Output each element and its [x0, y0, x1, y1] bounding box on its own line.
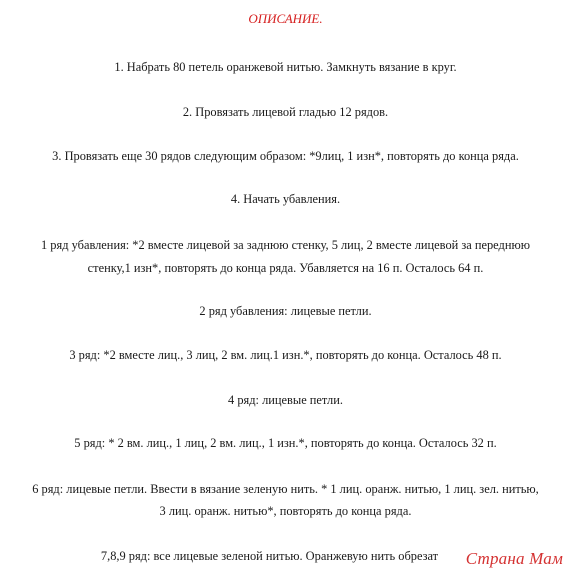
decrease-row-1-line-1: 1 ряд убавления: *2 вместе лицевой за заднюю стенку, 5 лиц, 2 вместе лицевой за переднюю [41, 238, 530, 252]
decrease-row-2: 2 ряд убавления: лицевые петли. [199, 304, 372, 318]
row-6-line-1: 6 ряд: лицевые петли. Ввести в вязание зеленую нить. * 1 лиц. оранж. нитью, 1 лиц. зел. нитью, [32, 482, 539, 496]
row-4: 4 ряд: лицевые петли. [228, 393, 343, 407]
row-5: 5 ряд: * 2 вм. лиц., 1 лиц, 2 вм. лиц., 1 изн.*, повторять до конца. Осталось 32 п. [74, 436, 497, 450]
row-3: 3 ряд: *2 вместе лиц., 3 лиц, 2 вм. лиц.1 изн.*, повторять до конца. Осталось 48 п. [69, 348, 502, 362]
row-6-line-2: 3 лиц. оранж. нитью*, повторять до конца ряда. [159, 504, 412, 518]
step-1: 1. Набрать 80 петель оранжевой нитью. Замкнуть вязание в круг. [114, 60, 457, 74]
row-7-8-9: 7,8,9 ряд: все лицевые зеленой нитью. Оранжевую нить обрезат [100, 549, 439, 563]
decrease-row-1-line-2: стенку,1 изн*, повторять до конца ряда. Убавляется на 16 п. Осталось 64 п. [87, 261, 484, 275]
site-watermark: Страна Мам [465, 549, 563, 568]
step-3: 3. Провязать еще 30 рядов следующим образом: *9лиц, 1 изн*, повторять до конца ряда. [52, 149, 519, 163]
step-4: 4. Начать убавления. [230, 192, 341, 206]
page-title: ОПИСАНИЕ. [248, 11, 323, 26]
step-2: 2. Провязать лицевой гладью 12 рядов. [182, 105, 389, 119]
